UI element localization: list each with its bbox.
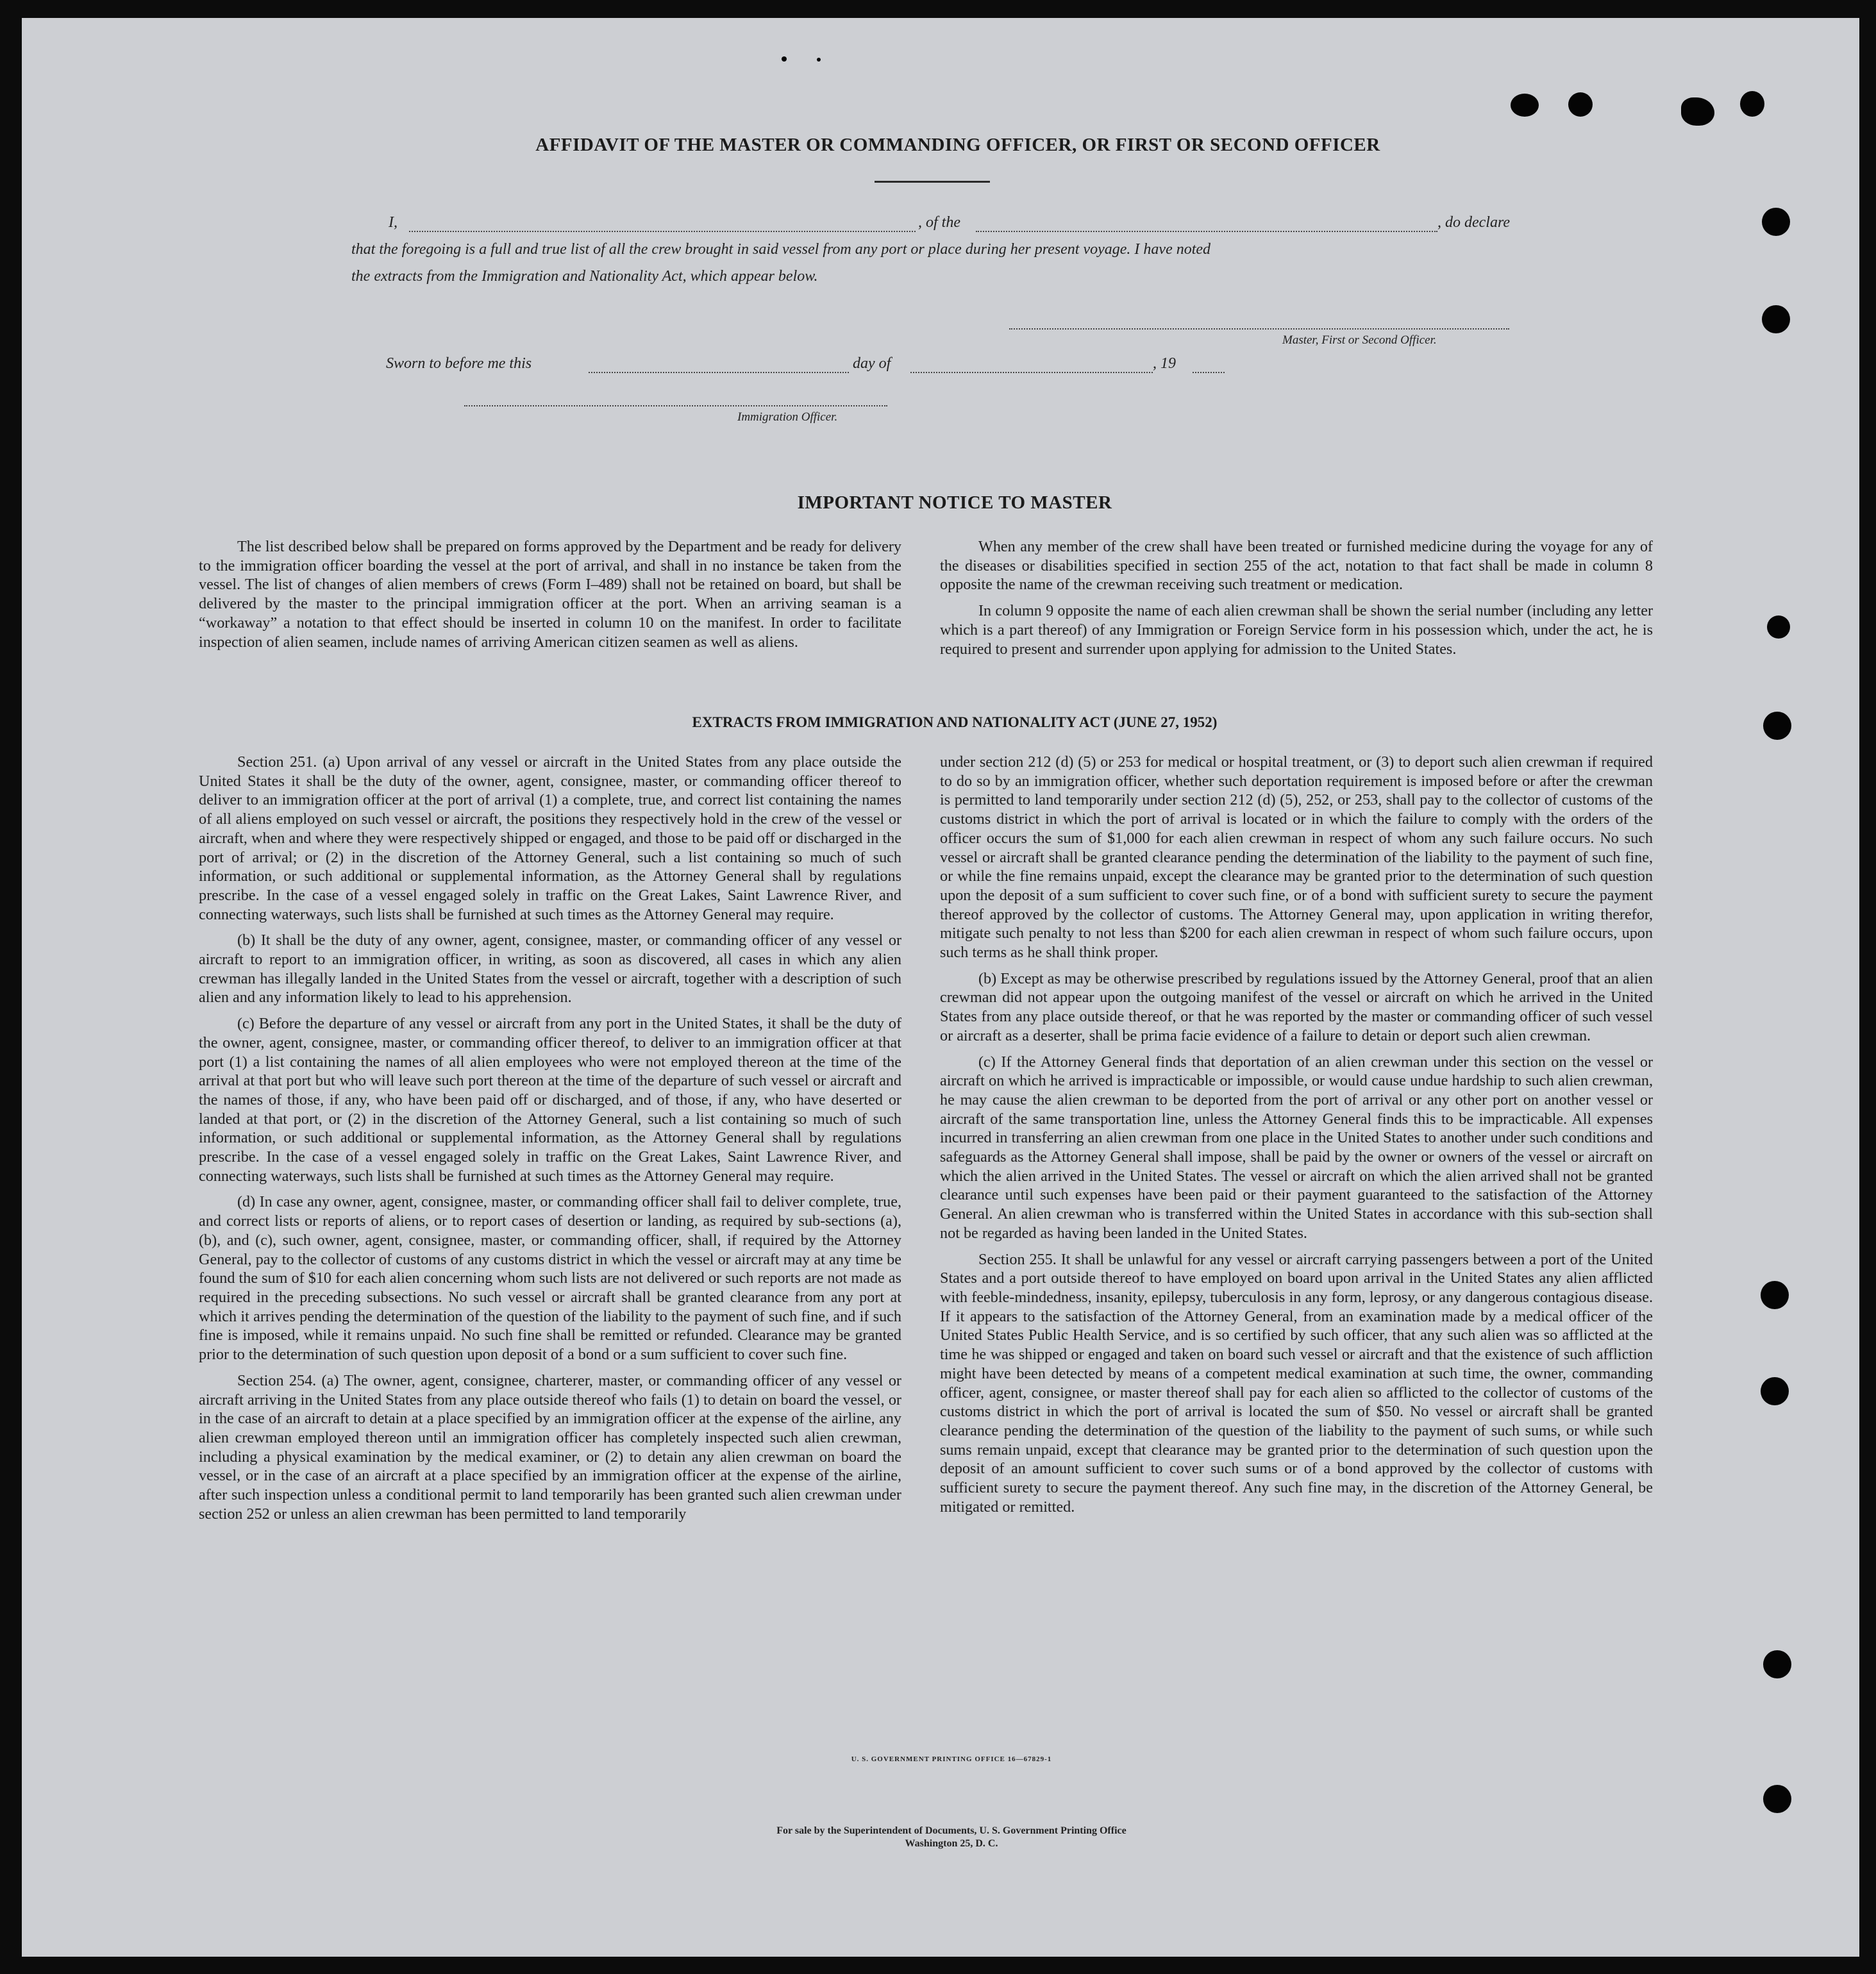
section-254-b: (b) Except as may be otherwise prescribed by regulations issued by the Attorney General, proof that an alien crewman did not appear upon the outgoing manifest of the vessel or aircraft on which he arrived in the United States from any place outside thereof, or that he was reported by the master or commanding officer of such vessel or aircraft as a deserter, shall be prima facie evidence of a failure to detain or deport such alien crewman. bbox=[940, 969, 1653, 1044]
ink-blot bbox=[1681, 97, 1714, 126]
punch-hole bbox=[1761, 1281, 1789, 1309]
section-254-a: Section 254. (a) The owner, agent, consignee, charterer, master, or commanding officer of any vessel or aircraft arriving in the United States from any place outside thereof who fails (1) to detain on board the vessel, or in the case of an aircraft to detain at a place specified by an immigration officer at the expense of the airline, any alien crewman employed thereon until an immigration officer has completely inspected such alien crewman, including a physical examination by the medical examiner, or (2) to detain any alien crewman on board the vessel, or in the case of an aircraft at a place specified by an immigration officer at the expense of the airline, after such inspection unless a conditional permit to land temporarily has been granted such alien crewman under section 252 or unless an alien crewman has been permitted to land temporarily bbox=[199, 1371, 901, 1523]
punch-hole bbox=[1763, 1650, 1791, 1678]
notice-left-paragraph: The list described below shall be prepared on forms approved by the Department and be ready for delivery to the immigration officer boarding the vessel at the port of arrival, and shall in no instance be taken from the vessel. The list of changes of alien members of crews (Form I–489) shall not be retained on board, but shall be delivered by the master to the principal immigration officer at the port. When an arriving seaman is a “workaway” a notation to that effect should be inserted in column 10 on the manifest. In order to facilitate inspection of alien seamen, include names of arriving American citizen seamen as well as aliens. bbox=[199, 538, 901, 651]
section-255: Section 255. It shall be unlawful for any vessel or aircraft carrying passengers between a port of the United States and a port outside thereof to have employed on board upon arrival in the United States any alien afflicted with feeble-mindedness, insanity, epilepsy, tuberculosis in any form, leprosy, or any dangerous contagious disease. If it appears to the satisfaction of the Attorney General, from an examination made by a medical officer of the United States Public Health Service, and is so certified by such officer, that any such alien was so afflicted at the time he was shipped or engaged and taken on board such vessel or aircraft and that the existence of such affliction might have been detected by means of a competent medical examination at such time, the owner, commanding officer, agent, consignee, or master thereof shall pay for each alien so afflicted to the collector of customs of the customs district in which the port of arrival is located the sum of $50. No vessel or aircraft shall be granted clearance pending the determination of the question of the liability to the payment of such sums, or while such sums remain unpaid, except that clearance may be granted prior to the determination of such question upon the deposit of an amount sufficient to cover such sums or of a bond approved by the collector of customs with sufficient surety to secure the payment thereof. Any such fine may, in the discretion of the Attorney General, be mitigated or remitted. bbox=[940, 1250, 1653, 1516]
sworn-year-field[interactable] bbox=[1193, 372, 1225, 373]
punch-hole bbox=[1761, 1377, 1789, 1405]
notice-right-paragraph-1: When any member of the crew shall have been treated or furnished medicine during the voyage for any of the diseases or disabilities specified in section 255 of the act, notation to that fact shall be made in column 8 opposite the name of the crewman receiving such treatment or medication. bbox=[940, 538, 1653, 594]
section-251-d: (d) In case any owner, agent, consignee, master, or commanding officer shall fail to deliver complete, true, and correct lists or reports of aliens, or to report cases of desertion or landing, as required by sub-sections (a), (b), and (c), such owner, agent, consignee, master, or commanding officer, shall, if required by the Attorney General, pay to the collector of customs of any customs district in which the vessel or aircraft may at any time be found the sum of $10 for each alien concerning whom such lists are not delivered or such reports are not made as required in the preceding subsections. No such vessel or aircraft shall be granted clearance from any port at which it arrives pending the determination of the question of the liability to the payment of such fine, and if such fine is imposed, while it remains unpaid. No such fine shall be remitted or refunded. Clearance may be granted prior to the determination of such question upon deposit of a bond or a sum sufficient to cover such fine. bbox=[199, 1193, 901, 1364]
master-signature-field[interactable] bbox=[1009, 328, 1509, 330]
ink-blot bbox=[1740, 91, 1764, 117]
sale-line-2: Washington 25, D. C. bbox=[905, 1838, 998, 1849]
punch-hole bbox=[1763, 1785, 1791, 1813]
notice-left-column bbox=[199, 537, 901, 658]
punch-hole bbox=[1762, 305, 1790, 333]
master-signature-label: Master, First or Second Officer. bbox=[1282, 333, 1437, 347]
extracts-right-column bbox=[940, 753, 1653, 1523]
section-254-c: (c) If the Attorney General finds that deportation of an alien crewman under this section on the vessel or aircraft on which he arrived is impracticable or impossible, or would cause undue hardship to such alien crewman, he may cause the alien crewman to be deported from the port of arrival or any other port on another vessel or aircraft of the same transportation line, unless the Attorney General finds this to be impracticable. All expenses incurred in transferring an alien crewman from one place in the United States to another under such conditions and safeguards as the Attorney General shall impose, shall be paid by the owner or owners of the vessel or aircraft on which the alien arrived in the United States. The vessel or aircraft on which the alien arrived shall not be granted clearance until such expenses have been paid or their payment guaranteed to the satisfaction of the Attorney General. An alien crewman who is transferred within the United States in accordance with this sub-section shall not be regarded as having been landed in the United States. bbox=[940, 1053, 1653, 1242]
notice-right-column bbox=[940, 537, 1653, 665]
vessel-field[interactable] bbox=[976, 231, 1437, 232]
ink-speck bbox=[817, 58, 821, 62]
punch-hole bbox=[1762, 208, 1790, 236]
ink-speck bbox=[782, 56, 787, 62]
section-251-a: Section 251. (a) Upon arrival of any vessel or aircraft in the United States from any place outside the United States it shall be the duty of the owner, agent, consignee, master, or commanding officer thereof to deliver to an immigration officer at the port of arrival (1) a complete, true, and correct list containing the names of all aliens employed on such vessel or aircraft, the positions they respectively hold in the crew of the vessel or aircraft, when and where they were respectively shipped or engaged, and those to be paid off or discharged in the port of arrival; or (2) in the discretion of the Attorney General, such a list containing so much of such information, or such additional or supplemental information, as the Attorney General shall by regulations prescribe. In the case of a vessel engaged solely in traffic on the Great Lakes, Saint Lawrence River, and connecting waterways, such lists shall be furnished at such times as the Attorney General may require. bbox=[199, 753, 901, 923]
year-label: , 19 bbox=[1153, 355, 1176, 372]
sworn-day-field[interactable] bbox=[589, 372, 849, 373]
decl-line-2: that the foregoing is a full and true list of all the crew brought in said vessel from any port or place during her present voyage. I have noted bbox=[351, 241, 1211, 258]
immigration-officer-label: Immigration Officer. bbox=[737, 410, 838, 424]
section-251-c: (c) Before the departure of any vessel or aircraft from any port in the United States, it shall be the duty of the owner, agent, consignee, master, or commanding officer thereof, to deliver to an immigration officer at that port (1) a list containing the names of all alien employees who were not employed thereon at the time of the arrival at that port but who will leave such port thereon at the time of the departure of such vessel or aircraft and the names of those, if any, who have been paid off or discharged, and of those, if any, who have deserted or landed at that port, or (2) in the discretion of the Attorney General, such a list containing so much of such information, or such additional or supplemental information, as the Attorney General shall by regulations prescribe. In the case of a vessel engaged solely in traffic on the Great Lakes, Saint Lawrence River, and connecting waterways, such lists shall be furnished at such times as the Attorney General may require. bbox=[199, 1015, 901, 1185]
decl-i-label: I, bbox=[389, 214, 398, 231]
decl-line-3: the extracts from the Immigration and Nationality Act, which appear below. bbox=[351, 268, 818, 285]
ink-blot bbox=[1511, 94, 1539, 117]
punch-hole bbox=[1763, 712, 1791, 740]
extracts-title: EXTRACTS FROM IMMIGRATION AND NATIONALITY ACT (JUNE 27, 1952) bbox=[692, 714, 1218, 730]
day-of-label: day of bbox=[853, 355, 891, 372]
ink-blot bbox=[1568, 92, 1593, 117]
extracts-left-column bbox=[199, 753, 901, 1530]
immigration-officer-signature-field[interactable] bbox=[464, 405, 887, 406]
affidavit-title: AFFIDAVIT OF THE MASTER OR COMMANDING OFFICER, OR FIRST OR SECOND OFFICER bbox=[535, 135, 1380, 155]
sale-notice bbox=[471, 1825, 1432, 1850]
section-251-b: (b) It shall be the duty of any owner, agent, consignee, master, or commanding officer of any vessel or aircraft to report to an immigration officer, in writing, as soon as discovered, all cases in which any alien crewman has illegally landed in the United States from the vessel or aircraft, together with a description of such alien and any information likely to lead to his apprehension. bbox=[199, 932, 901, 1007]
section-254-a-continued: under section 212 (d) (5) or 253 for medical or hospital treatment, or (3) to deport such alien crewman if required to do so by an immigration officer, whether such deportation requirement is imposed before or after the crewman is permitted to land temporarily under section 212 (d) (5), 252, or 253, shall pay to the collector of customs of the customs district in which the port of arrival is located or in which the failure to comply with the orders of the officer occurs the sum of $1,000 for each alien crewman in respect of whom any such failure occurs. No such vessel or aircraft shall be granted clearance pending the determination of the liability to the payment of such fine, or while the fine remains unpaid, except the clearance may be granted prior to the determination of such question upon the deposit of a sum sufficient to cover such fine, or of a bond with sufficient surety to secure the payment thereof approved by the collector of customs. The Attorney General may, upon application in writing therefor, mitigate such penalty to not less than $200 for each alien crewman in respect of whom such failure occurs, upon such terms as he shall think proper. bbox=[940, 753, 1653, 962]
notice-right-paragraph-2: In column 9 opposite the name of each alien crewman shall be shown the serial number (including any letter which is a part thereof) of any Immigration or Foreign Service form in his possession which, under the act, he is required to present and surrender upon applying for admission to the United States. bbox=[940, 602, 1653, 658]
title-rule bbox=[875, 181, 990, 183]
decl-do-declare-label: , do declare bbox=[1437, 214, 1511, 231]
notice-title: IMPORTANT NOTICE TO MASTER bbox=[797, 492, 1112, 513]
sale-line-1: For sale by the Superintendent of Documents, U. S. Government Printing Office bbox=[776, 1825, 1126, 1836]
printing-office-line: U. S. GOVERNMENT PRINTING OFFICE 16—67829-1 bbox=[851, 1755, 1052, 1763]
name-field[interactable] bbox=[409, 231, 916, 232]
document-page bbox=[22, 18, 1859, 1957]
sworn-label: Sworn to before me this bbox=[386, 355, 532, 372]
decl-of-the-label: , of the bbox=[918, 214, 960, 231]
sworn-month-field[interactable] bbox=[910, 372, 1153, 373]
punch-hole bbox=[1767, 615, 1790, 639]
